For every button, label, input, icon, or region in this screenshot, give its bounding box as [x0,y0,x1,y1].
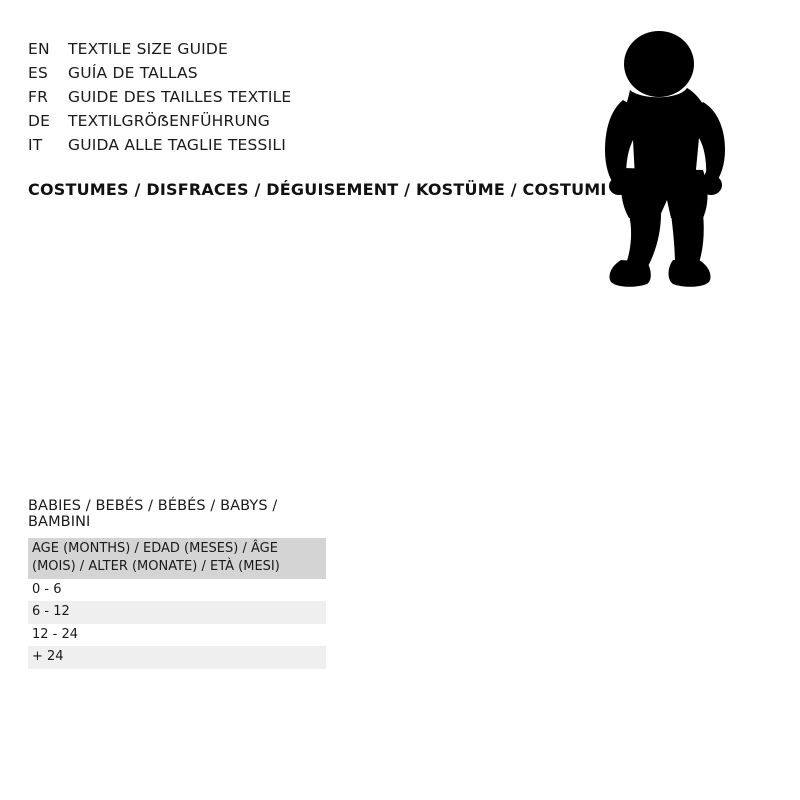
language-row [28,112,488,136]
table-row [28,579,326,601]
size-table-head [28,538,326,579]
table-cell-age: 12 - 24 [28,624,326,646]
language-row [28,64,488,88]
language-row [28,40,488,64]
table-header-row [28,538,326,579]
table-cell-age: + 24 [28,646,326,668]
language-list [28,40,488,160]
size-table-block [28,498,328,669]
language-label: GUÍA DE TALLAS [68,64,198,82]
language-label: TEXTILGRÖẞENFÜHRUNG [68,112,271,130]
toddler-silhouette-icon [575,28,755,298]
language-code: EN [28,40,50,58]
language-label: GUIDA ALLE TAGLIE TESSILI [68,136,286,154]
language-code: IT [28,136,43,154]
table-row [28,646,326,668]
language-label: TEXTILE SIZE GUIDE [68,40,229,58]
language-code: FR [28,88,49,106]
table-row [28,624,326,646]
language-code: DE [28,112,51,130]
language-row [28,88,488,112]
language-row [28,136,488,160]
language-label: GUIDE DES TAILLES TEXTILE [68,88,292,106]
table-header-cell: AGE (MONTHS) / EDAD (MESES) / ÂGE (MOIS) / ALTER (MONATE) / ETÀ (MESI) [28,538,326,579]
table-row [28,601,326,623]
size-table-body [28,579,326,669]
table-cell-age: 0 - 6 [28,579,326,601]
table-cell-age: 6 - 12 [28,601,326,623]
category-heading: COSTUMES / DISFRACES / DÉGUISEMENT / KOSTÜME / COSTUMI [28,180,607,199]
language-code: ES [28,64,49,82]
size-table-title: BABIES / BEBÉS / BÉBÉS / BABYS / BAMBINI [28,498,278,530]
size-table [28,538,326,669]
